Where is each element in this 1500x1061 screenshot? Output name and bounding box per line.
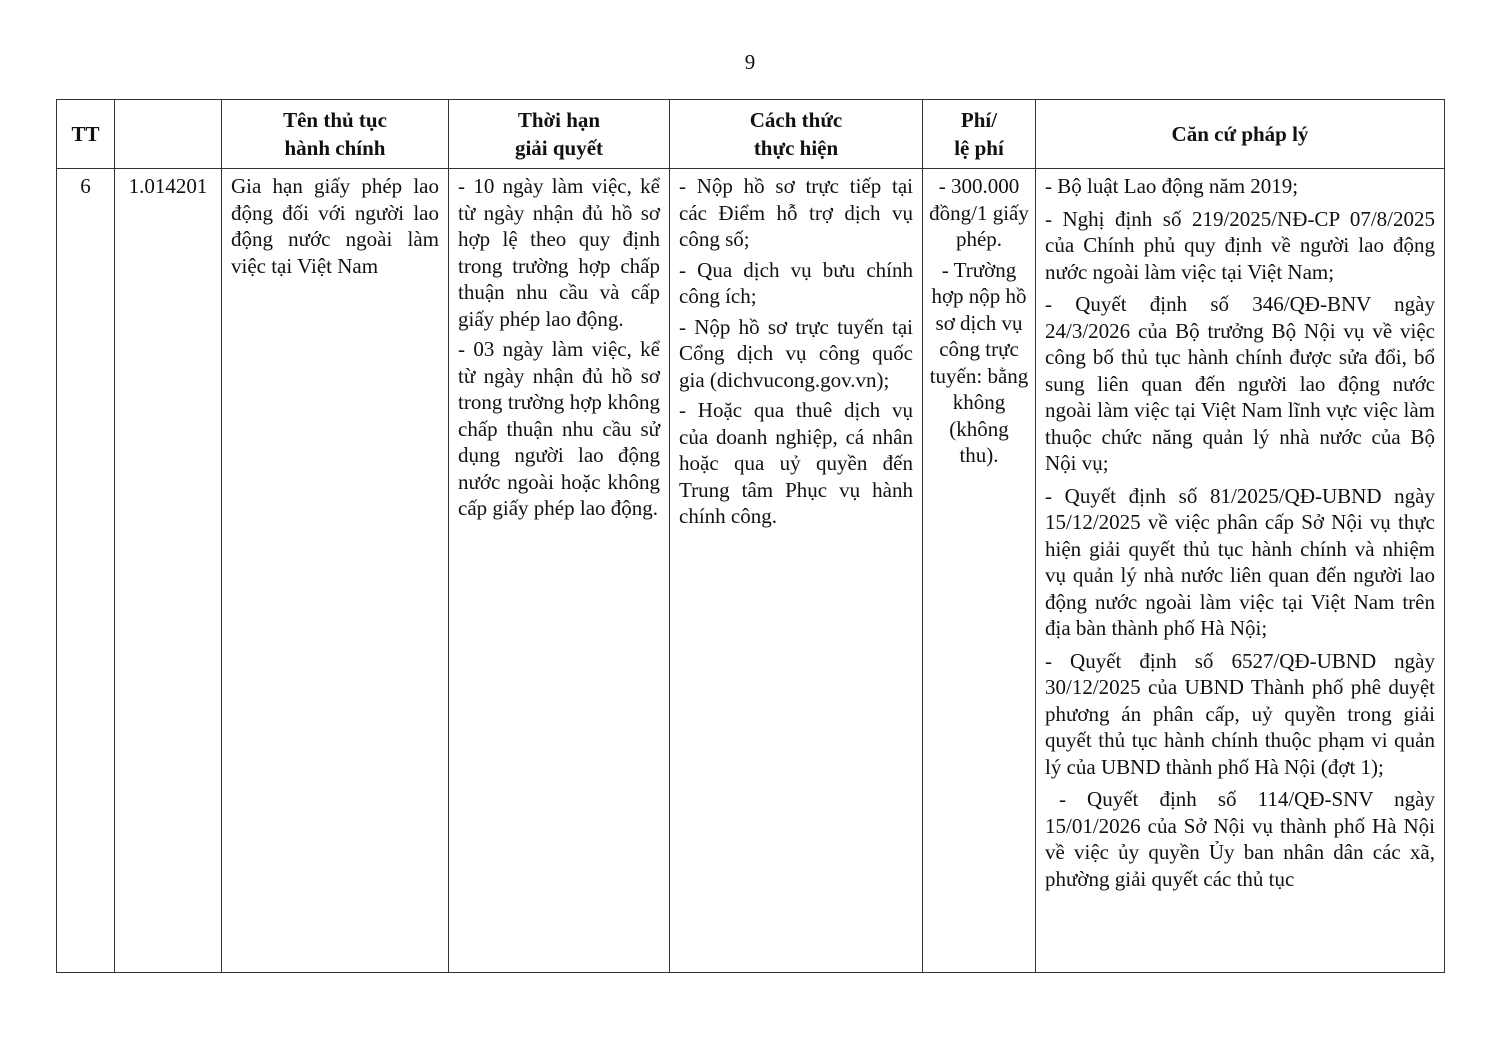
legal-item: - Quyết định số 6527/QĐ-UBND ngày 30/12/2025 của UBND Thành phố phê duyệt phương án phân cấp, uỷ quyền trong giải quyết thủ tục hành chính thuộc phạm vi quản lý của UBND thành phố Hà Nội (đợt 1);: [1045, 648, 1435, 779]
header-fee: Phí/ lệ phí: [923, 100, 1036, 169]
cell-method: [670, 169, 923, 973]
cell-procedure-name: Gia hạn giấy phép lao động đối với người lao động nước ngoài làm việc tại Việt Nam: [222, 169, 449, 973]
cell-fee: [923, 169, 1036, 973]
fee-item: - Trường hợp nộp hồ sơ dịch vụ công trực tuyến: bằng không (không thu).: [929, 257, 1029, 467]
legal-item: - Bộ luật Lao động năm 2019;: [1045, 174, 1299, 198]
header-method: Cách thức thực hiện: [670, 100, 923, 169]
legal-item: - Quyết định số 81/2025/QĐ-UBND ngày 15/12/2025 về việc phân cấp Sở Nội vụ thực hiện giải quyết thủ tục hành chính và nhiệm vụ quản lý nhà nước liên quan đến người lao động nước ngoài làm việc tại Việt Nam trên địa bàn thành phố Hà Nội;: [1045, 483, 1435, 640]
method-item: - Hoặc qua thuê dịch vụ của doanh nghiệp, cá nhân hoặc qua uỷ quyền đến Trung tâm Phục vụ hành chính công.: [679, 398, 913, 528]
header-code: [115, 100, 222, 169]
header-tt: TT: [57, 100, 115, 169]
deadline-item: - 10 ngày làm việc, kể từ ngày nhận đủ hồ sơ hợp lệ theo quy định trong trường hợp chấp thuận nhu cầu và cấp giấy phép lao động.: [458, 174, 660, 331]
legal-item: - Nghị định số 219/2025/NĐ-CP 07/8/2025 của Chính phủ quy định về người lao động nước ngoài làm việc tại Việt Nam;: [1045, 206, 1435, 284]
table-row: [57, 169, 1445, 973]
fee-item: - 300.000 đồng/1 giấy phép.: [929, 174, 1029, 251]
legal-item: - Quyết định số 114/QĐ-SNV ngày 15/01/2026 của Sở Nội vụ thành phố Hà Nội về việc ủy quyền Ủy ban nhân dân các xã, phường giải quyết các thủ tục: [1045, 787, 1435, 891]
cell-legal-basis: [1036, 169, 1445, 973]
procedure-table: [56, 99, 1445, 973]
method-item: - Nộp hồ sơ trực tiếp tại các Điểm hỗ trợ dịch vụ công số;: [679, 174, 913, 251]
deadline-item: - 03 ngày làm việc, kể từ ngày nhận đủ hồ sơ trong trường hợp không chấp thuận nhu cầu sử dụng người lao động nước ngoài hoặc không cấp giấy phép lao động.: [458, 337, 660, 520]
method-item: - Qua dịch vụ bưu chính công ích;: [679, 257, 913, 308]
cell-code: 1.014201: [115, 169, 222, 973]
header-legal-basis: Căn cứ pháp lý: [1036, 100, 1445, 169]
page-number: 9: [744, 50, 756, 74]
table-header-row: [57, 100, 1445, 169]
method-item: - Nộp hồ sơ trực tuyến tại Cổng dịch vụ công quốc gia (dichvucong.gov.vn);: [679, 314, 913, 392]
cell-deadline: [449, 169, 670, 973]
cell-tt: 6: [57, 169, 115, 973]
header-deadline: Thời hạn giải quyết: [449, 100, 670, 169]
legal-item: - Quyết định số 346/QĐ-BNV ngày 24/3/2026 của Bộ trưởng Bộ Nội vụ về việc công bố thủ tục hành chính được sửa đổi, bổ sung liên quan đến người lao động nước ngoài làm việc tại Việt Nam lĩnh vực việc làm thuộc chức năng quản lý nhà nước của Bộ Nội vụ;: [1045, 292, 1435, 475]
header-procedure-name: Tên thủ tục hành chính: [222, 100, 449, 169]
